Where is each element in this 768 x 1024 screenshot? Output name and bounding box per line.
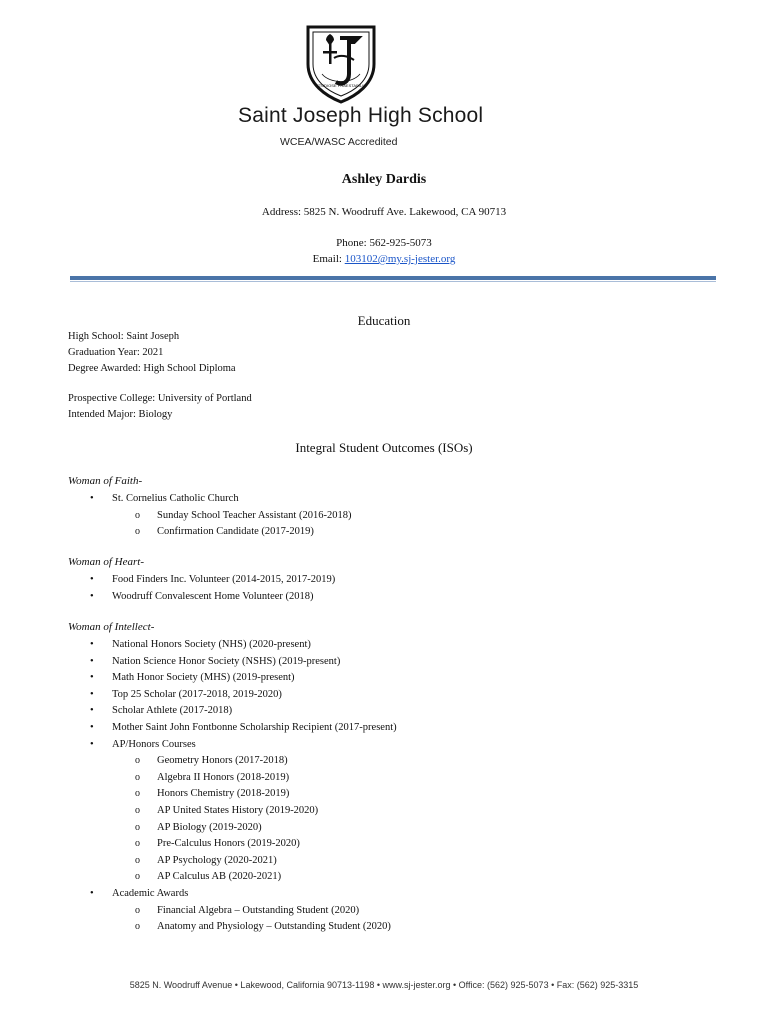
list-item-text: Scholar Athlete (2017-2018): [112, 705, 233, 717]
bullet-icon: •: [90, 688, 94, 700]
bullet-icon: •: [90, 887, 94, 899]
sub-bullet-icon: o: [135, 788, 140, 800]
list-item: [0, 770, 768, 787]
list-item: [0, 803, 768, 820]
list-item-text: AP Biology (2019-2020): [157, 821, 262, 833]
education-line: Intended Major: Biology: [68, 409, 173, 420]
list-item-text: Geometry Honors (2017-2018): [157, 755, 288, 767]
intellect-list: [0, 637, 768, 936]
education-line: Graduation Year: 2021: [68, 347, 164, 358]
list-item: [0, 753, 768, 770]
header-divider: [70, 276, 716, 280]
footer-contact: 5825 N. Woodruff Avenue • Lakewood, California 90713-1198 • www.sj-jester.org • Office: (562) 925-5073 • Fax: (562) 925-3315: [129, 980, 639, 990]
list-item-text: Sunday School Teacher Assistant (2016-2018): [157, 509, 352, 521]
bullet-icon: •: [90, 738, 94, 750]
bullet-icon: •: [90, 672, 94, 684]
list-item-text: Nation Science Honor Society (NSHS) (2019-present): [112, 655, 341, 667]
bullet-icon: •: [90, 639, 94, 650]
list-item: [0, 687, 768, 704]
accreditation-text: WCEA/WASC Accredited: [280, 136, 398, 148]
list-item: [0, 589, 768, 606]
sub-bullet-icon: o: [135, 921, 140, 933]
list-item-text: AP United States History (2019-2020): [157, 804, 319, 816]
list-item-text: Anatomy and Physiology – Outstanding Student (2020): [157, 921, 391, 933]
list-item-text: AP Calculus AB (2020-2021): [157, 871, 282, 883]
sub-bullet-icon: o: [135, 871, 140, 883]
heart-category-label: Woman of Heart-: [68, 556, 144, 568]
list-item: [0, 786, 768, 803]
list-item-text: Honors Chemistry (2018-2019): [157, 788, 290, 800]
student-email-line: [0, 253, 768, 265]
list-item: [0, 720, 768, 737]
school-crest-logo: [304, 24, 378, 104]
list-item-text: Math Honor Society (MHS) (2019-present): [112, 672, 295, 684]
list-item: [0, 491, 768, 508]
sub-bullet-icon: o: [135, 526, 140, 538]
list-item-text: Woodruff Convalescent Home Volunteer (2018): [112, 590, 314, 602]
list-item: [0, 919, 768, 936]
email-label: Email:: [312, 253, 342, 265]
sub-bullet-icon: o: [135, 804, 140, 816]
email-link[interactable]: 103102@my.sj-jester.org: [344, 253, 456, 265]
list-item-text: Algebra II Honors (2018-2019): [157, 771, 290, 783]
iso-heading: Integral Student Outcomes (ISOs): [295, 440, 473, 455]
student-address: Address: 5825 N. Woodruff Ave. Lakewood, CA 90713: [261, 206, 507, 218]
list-item: [0, 637, 768, 654]
sub-bullet-icon: o: [135, 755, 140, 767]
header-divider-shadow: [70, 281, 716, 282]
bullet-icon: •: [90, 574, 94, 585]
list-item: [0, 572, 768, 589]
bullet-icon: •: [90, 705, 94, 717]
bullet-icon: •: [90, 590, 94, 602]
bullet-icon: •: [90, 721, 94, 733]
sub-bullet-icon: o: [135, 821, 140, 833]
bullet-icon: •: [90, 655, 94, 667]
list-item-text: Pre-Calculus Honors (2019-2020): [157, 838, 300, 850]
school-name: Saint Joseph High School: [238, 104, 484, 127]
list-item-text: Top 25 Scholar (2017-2018, 2019-2020): [112, 688, 282, 700]
list-item-text: National Honors Society (NHS) (2020-present): [112, 639, 311, 650]
list-item: [0, 886, 768, 903]
education-line: High School: Saint Joseph: [68, 331, 180, 342]
sub-bullet-icon: o: [135, 771, 140, 783]
sub-bullet-icon: o: [135, 509, 140, 521]
bullet-icon: •: [90, 493, 94, 504]
list-item: [0, 670, 768, 687]
intellect-category-label: Woman of Intellect-: [68, 621, 155, 633]
sub-bullet-icon: o: [135, 838, 140, 850]
sub-bullet-icon: o: [135, 904, 140, 916]
list-item-text: Food Finders Inc. Volunteer (2014-2015, 2017-2019): [112, 574, 336, 585]
list-item: [0, 524, 768, 541]
list-item-text: Academic Awards: [112, 887, 189, 899]
education-line: Prospective College: University of Portland: [68, 393, 252, 404]
faith-list: [0, 491, 768, 541]
list-item: [0, 869, 768, 886]
sub-bullet-icon: o: [135, 854, 140, 866]
crest-motto: STUDIOSE PRAESTABILIS: [316, 83, 366, 88]
list-item: [0, 820, 768, 837]
list-item: [0, 508, 768, 525]
heart-list: [0, 572, 768, 605]
list-item: [0, 703, 768, 720]
list-item-text: Mother Saint John Fontbonne Scholarship Recipient (2017-present): [112, 721, 397, 733]
faith-category-label: Woman of Faith-: [68, 475, 143, 487]
list-item: [0, 836, 768, 853]
list-item-text: AP/Honors Courses: [112, 738, 196, 750]
student-phone: Phone: 562-925-5073: [336, 237, 432, 249]
student-name: Ashley Dardis: [341, 172, 427, 187]
list-item: [0, 654, 768, 671]
education-heading: Education: [357, 313, 411, 328]
list-item: [0, 903, 768, 920]
list-item-text: Financial Algebra – Outstanding Student (2020): [157, 904, 360, 916]
education-line: Degree Awarded: High School Diploma: [68, 363, 236, 374]
list-item: [0, 853, 768, 870]
list-item: [0, 737, 768, 754]
list-item-text: St. Cornelius Catholic Church: [112, 493, 239, 504]
list-item-text: AP Psychology (2020-2021): [157, 854, 277, 866]
list-item-text: Confirmation Candidate (2017-2019): [157, 526, 314, 538]
